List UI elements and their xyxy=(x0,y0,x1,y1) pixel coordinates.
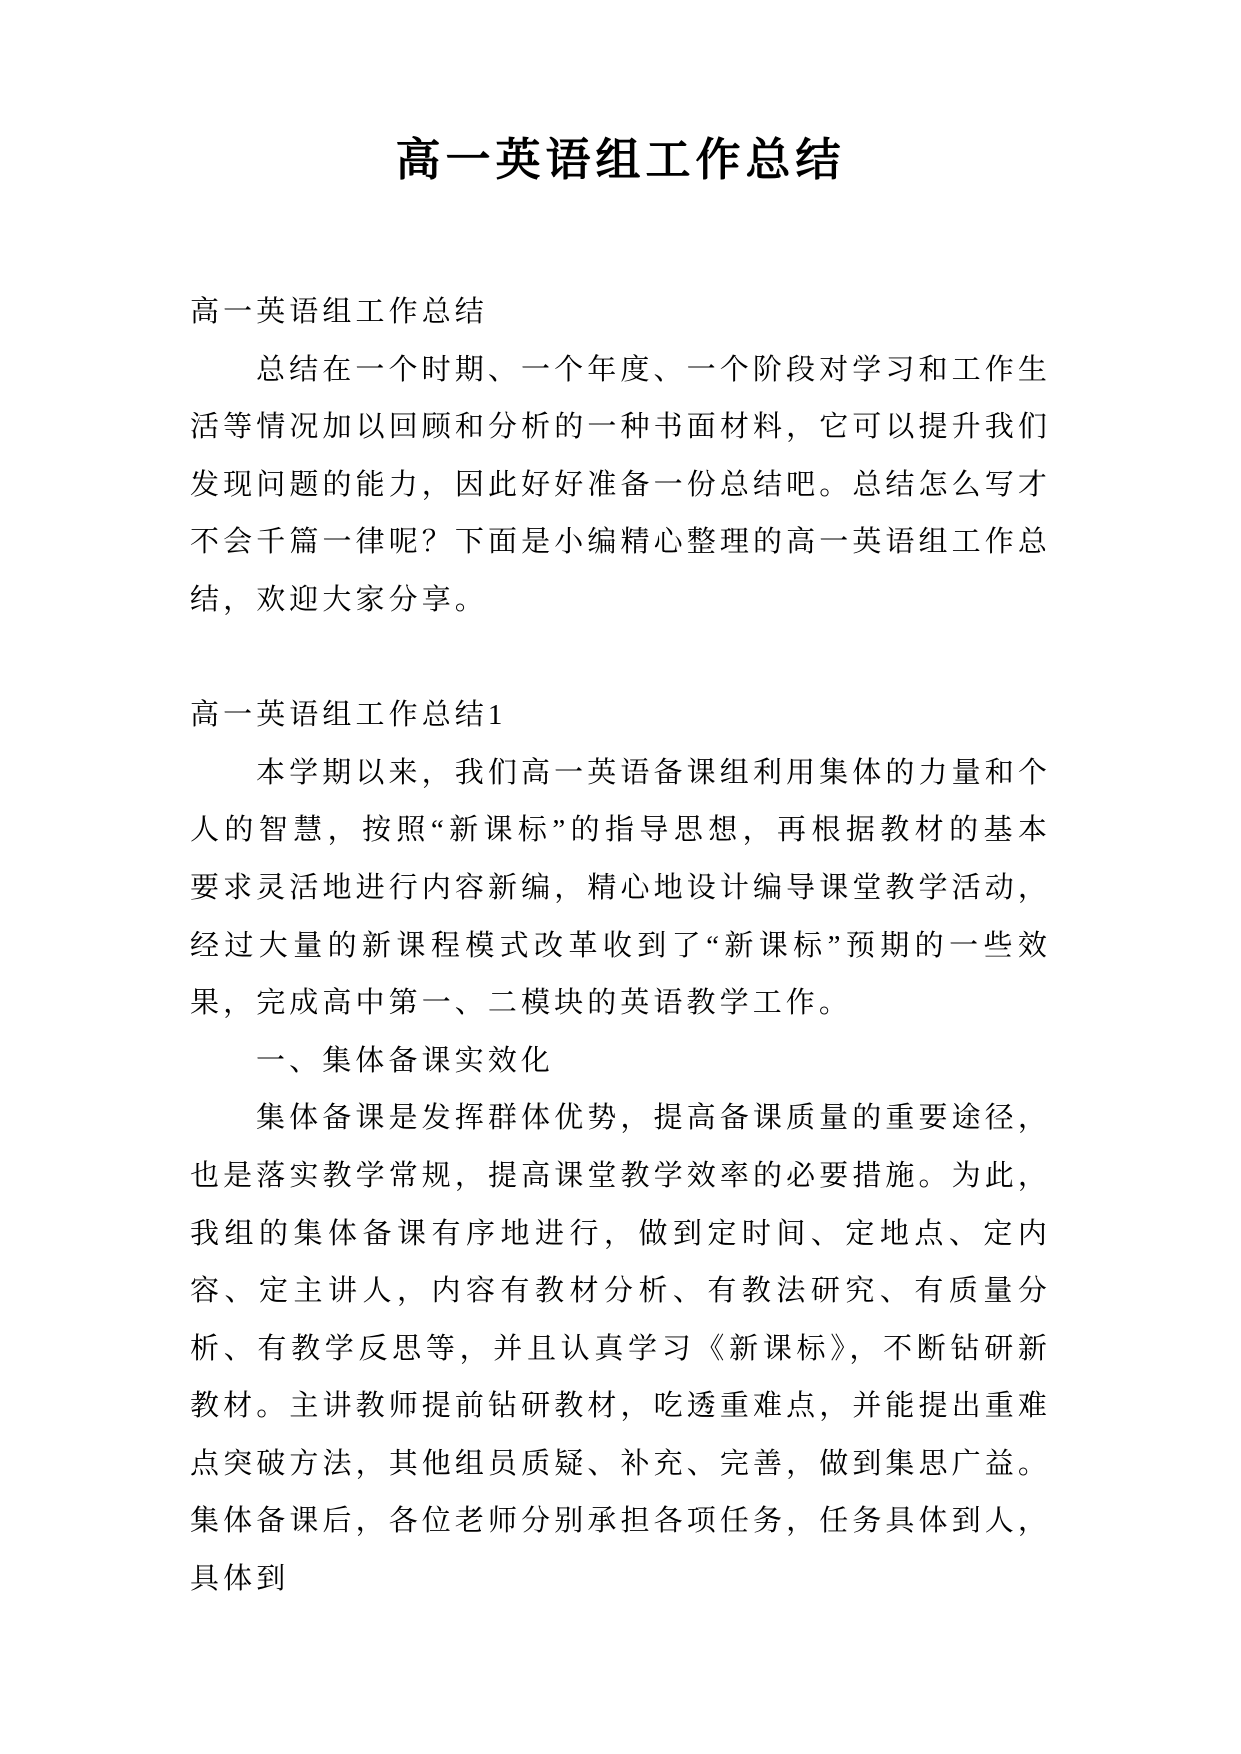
paragraph-section-title: 高一英语组工作总结1 xyxy=(190,699,507,732)
paragraph-body-2: 集体备课是发挥群体优势，提高备课质量的重要途径，也是落实教学常规，提高课堂教学效率的必要措施。为此，我组的集体备课有序地进行，做到定时间、定地点、定内容、定主讲人，内容有教材分析、有教法研究、有质量分析、有教学反思等，并且认真学习《新课标》，不断钻研新教材。主讲教师提前钻研教材，吃透重难点，并能提出重难点突破方法，其他组员质疑、补充、完善，做到集思广益。集体备课后，各位老师分别承担各项任务，任务具体到人，具体到 xyxy=(190,1102,1051,1596)
document-body xyxy=(190,284,1051,1609)
document-title: 高一英语组工作总结 xyxy=(395,135,846,185)
paragraph-numbered-heading: 一、集体备课实效化 xyxy=(256,1044,554,1077)
paragraph-lead-title: 高一英语组工作总结 xyxy=(190,296,488,328)
paragraph-body-1: 本学期以来，我们高一英语备课组利用集体的力量和个人的智慧，按照“新课标”的指导思想，再根据教材的基本要求灵活地进行内容新编，精心地设计编导课堂教学活动，经过大量的新课程模式改革收到了“新课标”预期的一些效果，完成高中第一、二模块的英语教学工作。 xyxy=(190,756,1051,1020)
paragraph-intro: 总结在一个时期、一个年度、一个阶段对学习和工作生活等情况加以回顾和分析的一种书面材料，它可以提升我们发现问题的能力，因此好好准备一份总结吧。总结怎么写才不会千篇一律呢？下面是小编精心整理的高一英语组工作总结，欢迎大家分享。 xyxy=(190,353,1051,616)
